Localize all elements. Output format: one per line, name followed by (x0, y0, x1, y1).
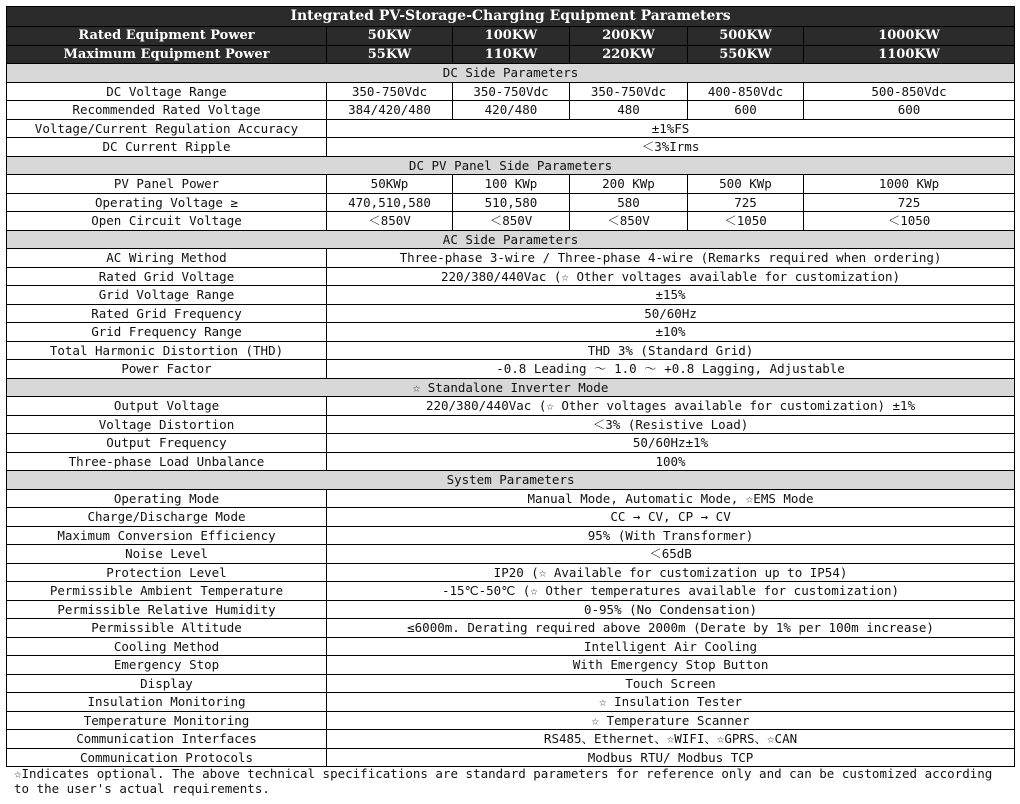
parameter-label: Voltage Distortion (7, 415, 327, 434)
parameter-value: 200 KWp (570, 175, 688, 194)
parameter-label: Output Frequency (7, 434, 327, 453)
parameter-label: Rated Grid Frequency (7, 304, 327, 323)
parameter-label: Recommended Rated Voltage (7, 101, 327, 120)
section-title: AC Side Parameters (7, 230, 1015, 249)
table-row (7, 582, 1015, 601)
parameter-value: Manual Mode, Automatic Mode, ☆EMS Mode (327, 489, 1015, 508)
table-row (7, 138, 1015, 157)
parameter-label: Permissible Ambient Temperature (7, 582, 327, 601)
parameter-value: 725 (804, 193, 1015, 212)
power-header-value: 100KW (453, 27, 570, 46)
parameter-value: 50/60Hz (327, 304, 1015, 323)
table-row (7, 323, 1015, 342)
parameter-label: Emergency Stop (7, 656, 327, 675)
parameter-value: 725 (688, 193, 804, 212)
section-header-row (7, 156, 1015, 175)
parameter-label: Rated Grid Voltage (7, 267, 327, 286)
parameter-label: Maximum Conversion Efficiency (7, 526, 327, 545)
power-header-value: 1100KW (804, 45, 1015, 64)
parameter-value: 95% (With Transformer) (327, 526, 1015, 545)
parameter-value: 600 (804, 101, 1015, 120)
parameter-value: 480 (570, 101, 688, 120)
table-row (7, 748, 1015, 767)
parameter-label: Communication Interfaces (7, 730, 327, 749)
table-row (7, 341, 1015, 360)
parameter-label: Operating Mode (7, 489, 327, 508)
power-header-value: 220KW (570, 45, 688, 64)
power-header-label: Rated Equipment Power (7, 27, 327, 46)
parameters-table (6, 6, 1015, 767)
parameter-label: Cooling Method (7, 637, 327, 656)
table-row (7, 175, 1015, 194)
parameter-value: ＜3%Irms (327, 138, 1015, 157)
parameter-value: 510,580 (453, 193, 570, 212)
parameter-value: -0.8 Leading ～ 1.0 ～ +0.8 Lagging, Adjustable (327, 360, 1015, 379)
table-row (7, 452, 1015, 471)
parameter-value: 350-750Vdc (327, 82, 453, 101)
table-row (7, 212, 1015, 231)
parameter-value: -15℃-50℃ (☆ Other temperatures available for customization) (327, 582, 1015, 601)
parameter-value: 400-850Vdc (688, 82, 804, 101)
table-row (7, 415, 1015, 434)
parameter-value: 350-750Vdc (570, 82, 688, 101)
parameter-label: Grid Frequency Range (7, 323, 327, 342)
parameter-value: ＜850V (453, 212, 570, 231)
table-row (7, 101, 1015, 120)
parameter-value: ＜1050 (688, 212, 804, 231)
parameter-label: AC Wiring Method (7, 249, 327, 268)
parameter-value: THD 3% (Standard Grid) (327, 341, 1015, 360)
parameter-value: ±1%FS (327, 119, 1015, 138)
parameters-table-body (7, 7, 1015, 767)
parameter-value: 0-95% (No Condensation) (327, 600, 1015, 619)
table-row (7, 193, 1015, 212)
parameter-label: Total Harmonic Distortion (THD) (7, 341, 327, 360)
parameter-value: 470,510,580 (327, 193, 453, 212)
parameter-value: ≤6000m. Derating required above 2000m (Derate by 1% per 100m increase) (327, 619, 1015, 638)
parameter-value: 100% (327, 452, 1015, 471)
parameter-value: 420/480 (453, 101, 570, 120)
parameter-value: ＜1050 (804, 212, 1015, 231)
parameter-label: PV Panel Power (7, 175, 327, 194)
power-header-value: 550KW (688, 45, 804, 64)
table-row (7, 119, 1015, 138)
table-title: Integrated PV-Storage-Charging Equipment Parameters (7, 7, 1015, 27)
parameter-label: Open Circuit Voltage (7, 212, 327, 231)
parameter-value: 100 KWp (453, 175, 570, 194)
table-row (7, 600, 1015, 619)
power-header-value: 1000KW (804, 27, 1015, 46)
table-row (7, 656, 1015, 675)
parameter-value: 50/60Hz±1% (327, 434, 1015, 453)
parameter-label: Voltage/Current Regulation Accuracy (7, 119, 327, 138)
parameter-label: Operating Voltage ≥ (7, 193, 327, 212)
section-header-row (7, 471, 1015, 490)
parameter-value: Touch Screen (327, 674, 1015, 693)
parameter-value: 580 (570, 193, 688, 212)
parameter-value: With Emergency Stop Button (327, 656, 1015, 675)
parameter-value: Three-phase 3-wire / Three-phase 4-wire (Remarks required when ordering) (327, 249, 1015, 268)
section-title: System Parameters (7, 471, 1015, 490)
parameter-value: CC → CV, CP → CV (327, 508, 1015, 527)
section-header-row (7, 230, 1015, 249)
parameter-value: RS485、Ethernet、☆WIFI、☆GPRS、☆CAN (327, 730, 1015, 749)
parameter-label: Insulation Monitoring (7, 693, 327, 712)
parameter-value: 350-750Vdc (453, 82, 570, 101)
parameter-value: ＜850V (327, 212, 453, 231)
power-header-row (7, 45, 1015, 64)
parameter-value: 1000 KWp (804, 175, 1015, 194)
parameter-label: Permissible Relative Humidity (7, 600, 327, 619)
power-header-value: 110KW (453, 45, 570, 64)
section-title: ☆ Standalone Inverter Mode (7, 378, 1015, 397)
table-row (7, 267, 1015, 286)
parameter-value: ±10% (327, 323, 1015, 342)
parameter-value: Modbus RTU/ Modbus TCP (327, 748, 1015, 767)
table-row (7, 249, 1015, 268)
section-header-row (7, 378, 1015, 397)
parameter-label: Display (7, 674, 327, 693)
power-header-value: 55KW (327, 45, 453, 64)
parameter-label: Noise Level (7, 545, 327, 564)
parameter-value: ＜65dB (327, 545, 1015, 564)
section-title: DC PV Panel Side Parameters (7, 156, 1015, 175)
table-row (7, 304, 1015, 323)
table-title-row (7, 7, 1015, 27)
parameter-value: 50KWp (327, 175, 453, 194)
table-row (7, 637, 1015, 656)
table-row (7, 360, 1015, 379)
parameter-value: ±15% (327, 286, 1015, 305)
parameter-value: 500 KWp (688, 175, 804, 194)
parameter-value: 600 (688, 101, 804, 120)
parameter-label: Power Factor (7, 360, 327, 379)
parameter-value: ＜850V (570, 212, 688, 231)
parameter-label: Protection Level (7, 563, 327, 582)
parameter-label: DC Voltage Range (7, 82, 327, 101)
table-row (7, 711, 1015, 730)
table-row (7, 545, 1015, 564)
table-row (7, 693, 1015, 712)
parameter-value: Intelligent Air Cooling (327, 637, 1015, 656)
parameter-value: 500-850Vdc (804, 82, 1015, 101)
parameter-label: Communication Protocols (7, 748, 327, 767)
table-row (7, 619, 1015, 638)
footnote: ☆Indicates optional. The above technical specifications are standard parameters for reference only and can be customized according to the user's actual requirements. (14, 766, 993, 796)
power-header-value: 500KW (688, 27, 804, 46)
power-header-value: 200KW (570, 27, 688, 46)
parameter-value: 220/380/440Vac (☆ Other voltages available for customization) ±1% (327, 397, 1015, 416)
section-header-row (7, 64, 1015, 83)
parameter-value: ＜3% (Resistive Load) (327, 415, 1015, 434)
table-row (7, 397, 1015, 416)
table-row (7, 563, 1015, 582)
table-row (7, 82, 1015, 101)
parameter-label: DC Current Ripple (7, 138, 327, 157)
parameter-value: IP20 (☆ Available for customization up to IP54) (327, 563, 1015, 582)
parameter-value: 384/420/480 (327, 101, 453, 120)
table-row (7, 526, 1015, 545)
table-row (7, 730, 1015, 749)
power-header-row (7, 27, 1015, 46)
parameter-label: Three-phase Load Unbalance (7, 452, 327, 471)
table-row (7, 674, 1015, 693)
table-row (7, 434, 1015, 453)
parameter-label: Grid Voltage Range (7, 286, 327, 305)
power-header-value: 50KW (327, 27, 453, 46)
parameter-value: ☆ Insulation Tester (327, 693, 1015, 712)
parameter-value: ☆ Temperature Scanner (327, 711, 1015, 730)
parameter-label: Charge/Discharge Mode (7, 508, 327, 527)
power-header-label: Maximum Equipment Power (7, 45, 327, 64)
table-row (7, 508, 1015, 527)
section-title: DC Side Parameters (7, 64, 1015, 83)
parameter-label: Temperature Monitoring (7, 711, 327, 730)
table-row (7, 489, 1015, 508)
parameter-value: 220/380/440Vac (☆ Other voltages available for customization) (327, 267, 1015, 286)
table-row (7, 286, 1015, 305)
parameter-label: Output Voltage (7, 397, 327, 416)
parameter-label: Permissible Altitude (7, 619, 327, 638)
